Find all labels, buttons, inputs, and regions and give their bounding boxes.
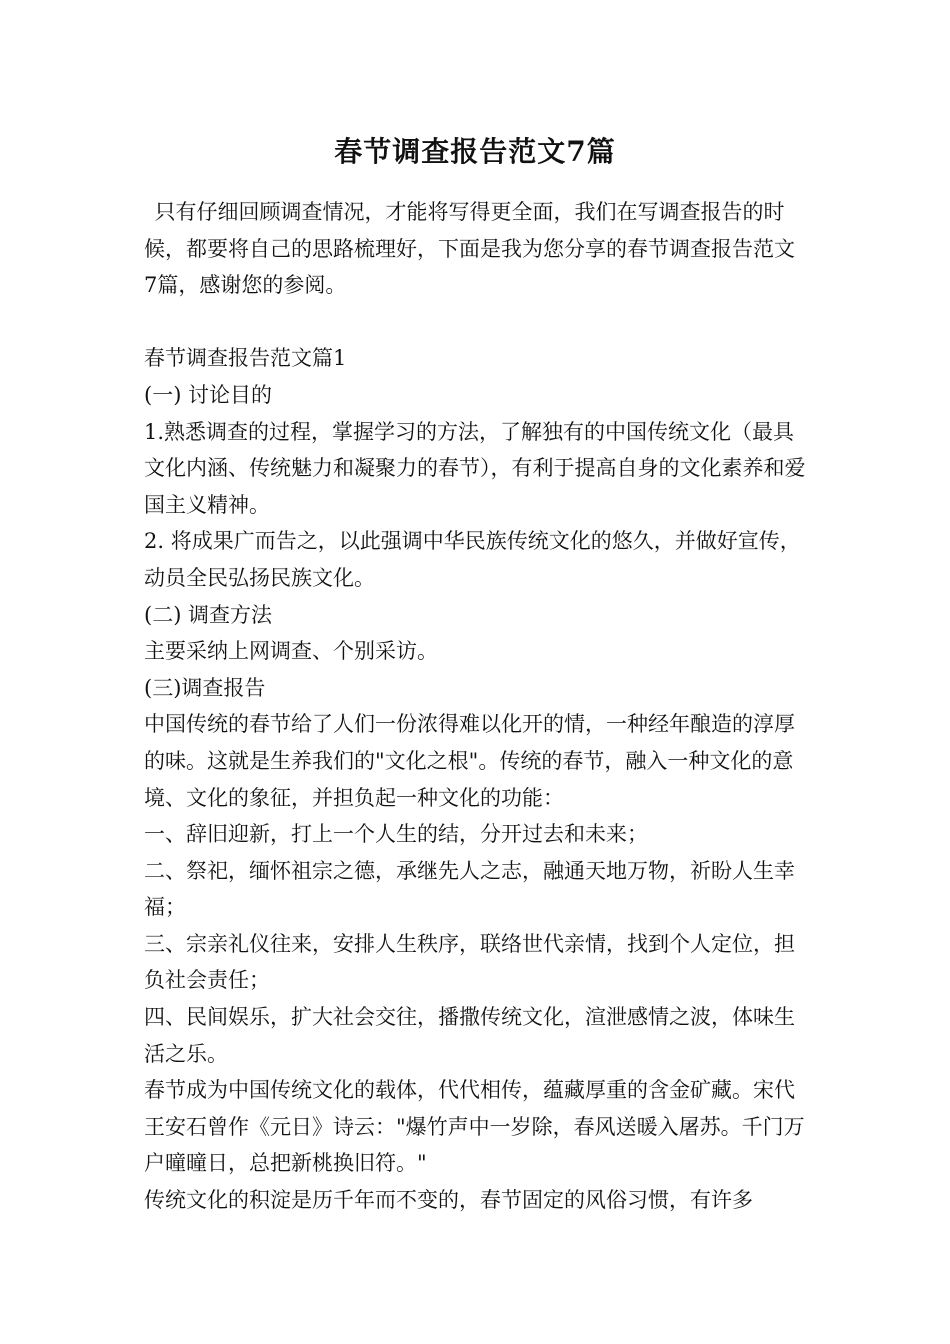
paragraph: 春节成为中国传统文化的载体，代代相传，蕴藏厚重的含金矿藏。宋代王安石曾作《元日》诗云："爆竹声中一岁除，春风送暖入屠苏。千门万户曈曈日，总把新桃换旧符。"	[144, 1078, 805, 1176]
subsection-heading: (一) 讨论目的	[144, 382, 273, 407]
intro-paragraph: 只有仔细回顾调查情况，才能将写得更全面，我们在写调查报告的时候，都要将自己的思路梳理好，下面是我为您分享的春节调查报告范文7篇，感谢您的参阅。	[144, 200, 795, 298]
list-item: 四、民间娱乐，扩大社会交往，播撒传统文化，渲泄感情之波，体味生活之乐。	[144, 1005, 795, 1066]
paragraph: 主要采纳上网调查、个别采访。	[144, 639, 438, 664]
paragraph: 中国传统的春节给了人们一份浓得难以化开的情，一种经年酿造的淳厚的味。这就是生养我们的"文化之根"。传统的春节，融入一种文化的意境、文化的象征，并担负起一种文化的功能：	[144, 712, 795, 810]
section-heading: 春节调查报告范文篇1	[144, 346, 347, 371]
document-title: 春节调查报告范文7篇	[334, 135, 616, 168]
subsection-heading: (二) 调查方法	[144, 602, 273, 627]
subsection-heading: (三)调查报告	[144, 675, 266, 700]
list-item: 一、辞旧迎新，打上一个人生的结，分开过去和未来；	[144, 822, 648, 847]
list-item: 二、祭祀，缅怀祖宗之德，承继先人之志，融通天地万物，祈盼人生幸福；	[144, 858, 795, 920]
paragraph: 2. 将成果广而告之，以此强调中华民族传统文化的悠久，并做好宣传，动员全民弘扬民族文化。	[144, 529, 801, 590]
list-item: 三、宗亲礼仪往来，安排人生秩序，联络世代亲情，找到个人定位，担负社会责任；	[144, 931, 795, 993]
document-body	[144, 194, 808, 1219]
paragraph: 1.熟悉调查的过程，掌握学习的方法，了解独有的中国传统文化（最具文化内涵、传统魅力和凝聚力的春节），有利于提高自身的文化素养和爱国主义精神。	[144, 419, 806, 517]
paragraph: 传统文化的积淀是历千年而不变的，春节固定的风俗习惯，有许多	[144, 1188, 753, 1213]
